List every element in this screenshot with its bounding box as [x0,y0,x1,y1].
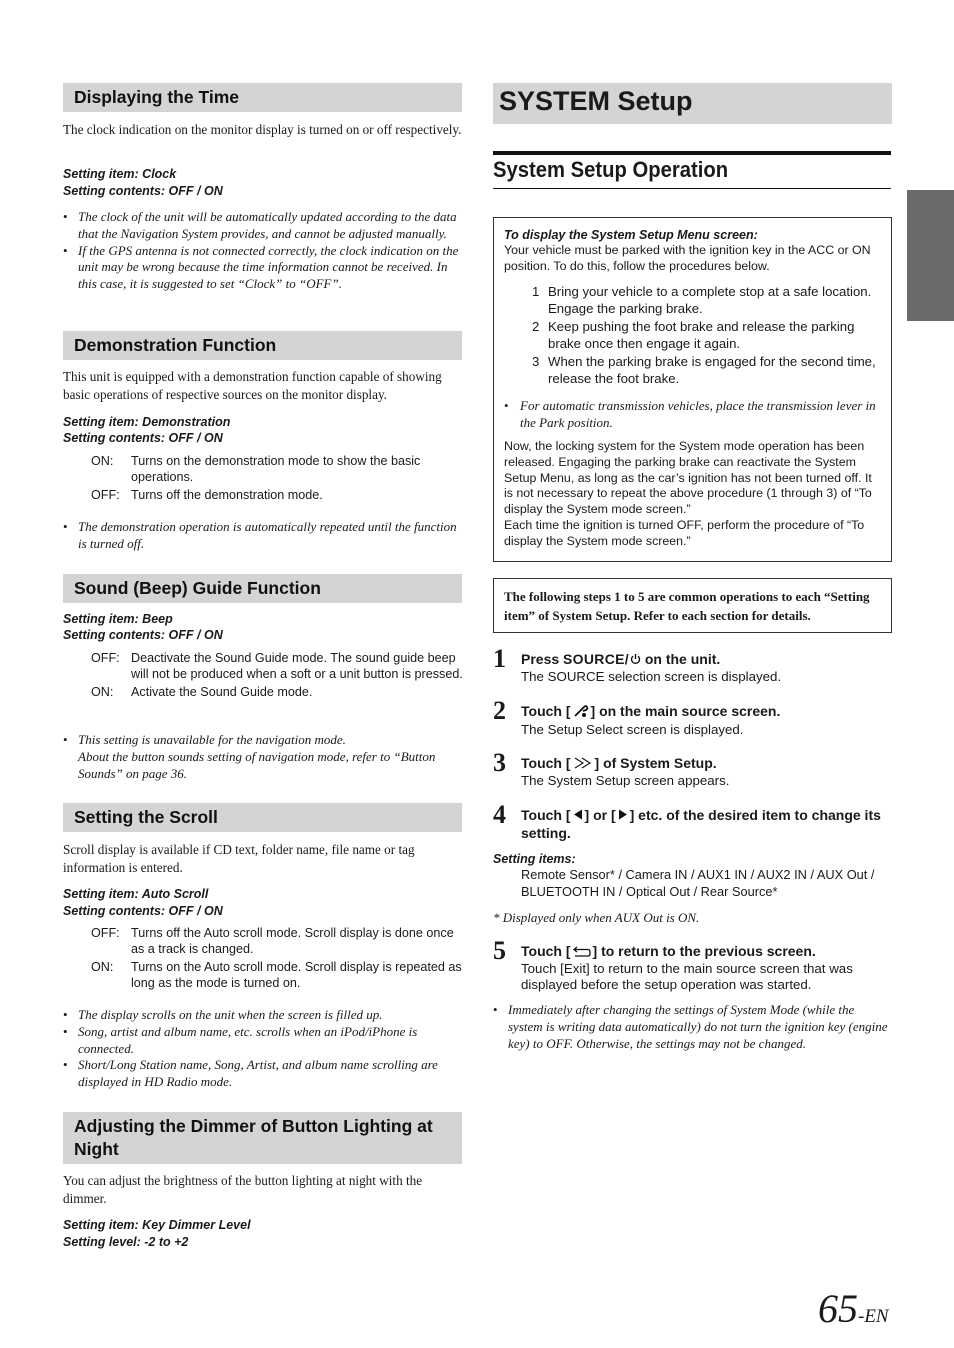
note-item [63,732,463,782]
section-body: You can adjust the brightness of the button lighting at night with the dimmer. [63,1173,423,1206]
step-text: Keep pushing the foot brake and release the parking brake once then engage it again. [548,319,855,351]
option-key: ON: [91,685,114,699]
notes-list [493,1002,891,1052]
right-triangle-icon [618,806,628,824]
note-item: • Short/Long Station name, Song, Artist, and album name scrolling are displayed in HD Radio mode. [63,1057,463,1091]
step-title: Touch [ ] to return to the previous screen. [521,943,816,959]
option-row [91,926,463,957]
option-list [91,926,463,994]
setting-items-label: Setting items: [493,852,576,866]
section-heading-demonstration: Demonstration Function [63,331,462,360]
section-title: System Setup Operation [493,157,729,182]
option-key: ON: [91,454,114,468]
note-item: • The demonstration operation is automatically repeated until the function is turned off. [63,519,463,553]
option-list [91,651,463,704]
step-number: 1 [493,644,506,673]
setting-item: Setting item: Auto Scroll [63,887,209,901]
return-arrow-icon [572,943,592,961]
power-icon [630,651,641,669]
setup-icon [573,704,589,722]
step-title: Touch [ ] of System Setup. [521,755,717,771]
section-heading-displaying-time: Displaying the Time [63,83,462,112]
page-number-suffix: -EN [858,1306,889,1327]
title-rule [493,151,891,155]
procedure-steps [532,283,881,387]
step-number: 1 [532,284,540,299]
notes-list [63,209,463,293]
page-number [818,1287,889,1340]
common-operations-box: The following steps 1 to 5 are common operations to each “Setting item” of System Setup. Refer to each section for details. [493,578,892,633]
double-arrow-icon [573,755,593,773]
setting-contents: Setting contents: OFF / ON [63,431,223,445]
note-item: • For automatic transmission vehicles, place the transmission lever in the Park position. [504,398,876,430]
option-key: OFF: [91,651,120,665]
option-key: ON: [91,960,114,974]
procedure-intro: Your vehicle must be parked with the ignition key in the ACC or ON position. To do this, follow the procedures below. [504,243,871,273]
note-item: • The display scrolls on the unit when the screen is filled up. [63,1007,463,1024]
option-desc: Activate the Sound Guide mode. [131,685,313,699]
section-heading-sound-guide: Sound (Beep) Guide Function [63,574,462,603]
setting-item: Setting item: Key Dimmer Level [63,1218,251,1232]
note-line: This setting is unavailable for the navigation mode. [78,732,346,747]
option-desc: Turns off the demonstration mode. [131,488,323,502]
option-key: OFF: [91,926,120,940]
title-underline [493,188,891,189]
option-row [91,685,463,701]
step-number: 3 [493,748,506,777]
step-4 [493,800,891,842]
option-desc: Turns on the Auto scroll mode. Scroll display is repeated as long as the mode is turned on. [131,960,462,990]
procedure-box [493,217,892,562]
section-body: The clock indication on the monitor display is turned on or off respectively. [63,122,462,137]
option-desc: Deactivate the Sound Guide mode. The sound guide beep will not be produced when a soft or a unit button is pressed. [131,651,463,681]
option-row [91,454,463,485]
step-number: 3 [532,354,540,369]
asterisk-note: * Displayed only when AUX Out is ON. [493,910,700,925]
section-heading-dimmer: Adjusting the Dimmer of Button Lighting at Night [63,1112,462,1164]
procedure-note [504,397,881,431]
left-triangle-icon [573,806,583,824]
page-number-value: 65 [818,1286,858,1331]
note-line: About the button sounds setting of navigation mode, refer to “Button Sounds” on page 36. [78,748,436,781]
page-title: SYSTEM Setup [493,83,892,124]
notes-list [63,1007,463,1091]
note-item: • Immediately after changing the settings of System Mode (while the system is writing data automatically) do not turn the ignition key (engine key) to OFF. Otherwise, the settings may not be changed. [493,1002,891,1052]
option-row [91,960,463,991]
option-row [91,488,463,504]
step-text: Bring your vehicle to a complete stop at a safe location. Engage the parking brake. [548,284,872,316]
setting-contents: Setting contents: OFF / ON [63,904,223,918]
step-desc: The Setup Select screen is displayed. [521,722,744,737]
step-number: 4 [493,800,506,829]
option-key: OFF: [91,488,120,502]
step-3 [493,748,891,789]
step-title: Press SOURCE/ on the unit. [521,651,721,667]
step-text: When the parking brake is engaged for the second time, release the foot brake. [548,354,876,386]
step-5 [493,936,891,993]
step-number: 2 [532,319,540,334]
setting-item: Setting item: Clock [63,167,177,181]
option-desc: Turns on the demonstration mode to show the basic operations. [131,454,421,484]
setting-level: Setting level: -2 to +2 [63,1235,189,1249]
step-2 [493,696,891,738]
procedure-step [532,353,881,387]
setting-items-list: Remote Sensor* / Camera IN / AUX1 IN / AUX2 IN / AUX Out / BLUETOOTH IN / Optical Out / Rear Source* [521,867,875,899]
notes-list [63,732,463,782]
procedure-heading: To display the System Setup Menu screen: [504,228,758,242]
setting-item: Setting item: Beep [63,612,173,626]
section-body: Scroll display is available if CD text, folder name, file name or tag information is entered. [63,842,415,875]
step-title: Touch [ ] on the main source screen. [521,702,891,722]
section-heading-scroll: Setting the Scroll [63,803,462,832]
note-item: • The clock of the unit will be automatically updated according to the data that the Navigation System provides, and cannot be adjusted manually. [63,209,463,243]
option-desc: Turns off the Auto scroll mode. Scroll display is done once as a track is changed. [131,926,454,956]
notes-list [63,519,463,553]
note-item: • Song, artist and album name, etc. scrolls when an iPod/iPhone is connected. [63,1024,463,1058]
procedure-para: Each time the ignition is turned OFF, perform the procedure of “To display the System mode screen.” [504,517,865,548]
chapter-tab [907,190,954,321]
option-list [91,454,463,507]
procedure-step [532,283,881,317]
note-item: • If the GPS antenna is not connected correctly, the clock indication on the unit may be wrong because the time information cannot be received. In this case, it is suggested to set “Clock” to “OFF”. [63,243,463,293]
procedure-step [532,318,881,352]
step-1 [493,644,891,685]
setting-contents: Setting contents: OFF / ON [63,184,223,198]
setting-item: Setting item: Demonstration [63,415,231,429]
option-row [91,651,463,682]
step-desc: Touch [Exit] to return to the main source screen that was displayed before the setup operation was started. [521,961,853,992]
section-body: This unit is equipped with a demonstration function capable of showing basic operations of respective sources on the monitor display. [63,369,442,402]
procedure-para: Now, the locking system for the System mode operation has been released. Engaging the parking brake can reactivate the System Setup Menu, as long as the car’s ignition has not been turned off. It is not necessary to repeat the above procedure (1 through 3) of “To display the System mode screen.” [504,439,872,517]
source-label: SOURCE/ [563,651,629,667]
step-title: Touch [ ] or [ ] etc. of the desired item to change its setting. [521,807,881,841]
step-desc: The SOURCE selection screen is displayed. [521,669,782,684]
step-desc: The System Setup screen appears. [521,773,730,788]
step-number: 5 [493,936,506,965]
step-number: 2 [493,696,506,725]
setting-contents: Setting contents: OFF / ON [63,628,223,642]
